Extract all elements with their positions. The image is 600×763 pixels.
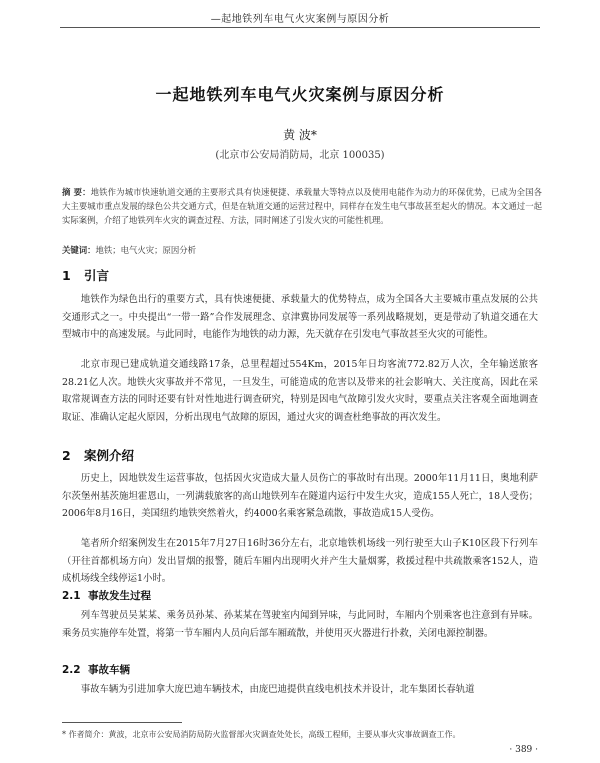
running-head: —起地铁列车电气火灾案例与原因分析 <box>210 14 390 25</box>
subsection-heading <box>62 588 151 603</box>
keywords-label: 关键词： <box>62 245 96 255</box>
paragraph: 历史上，因地铁发生运营事故，包括因火灾造成大量人员伤亡的事故时有出现。2000年11月11日，奥地利萨尔茨堡州基茨施坦霍恩山，一列满载旅客的高山地铁列车在隧道内运行中发生火灾，造成155人死亡，18人受伤；2006年8月16日，美国纽约地铁突然着火，约4000名乘客紧急疏散，事故造成15人受伤。 <box>62 473 538 519</box>
header-rule <box>60 27 540 28</box>
section-title: 案例介绍 <box>84 448 135 463</box>
section-number: 2 <box>62 448 71 463</box>
paragraph: 事故车辆为引进加拿大庞巴迪车辆技术，由庞巴迪提供直线电机技术并设计，北车集团长春轨道 <box>80 684 475 695</box>
subsection-title: 事故发生过程 <box>88 590 151 602</box>
paper-title: 一起地铁列车电气火灾案例与原因分析 <box>155 85 445 104</box>
subsection-number: 2.2 <box>62 664 81 676</box>
section-title: 引言 <box>84 268 110 283</box>
subsection-number: 2.1 <box>62 590 81 602</box>
section-heading-case <box>62 446 134 464</box>
keywords-text: 地铁；电气火灾；原因分析 <box>95 245 196 255</box>
footnote: * 作者简介：黄波，北京市公安局消防局防火监督部火灾调查处处长，高级工程师，主要从事火灾事故调查工作。 <box>62 730 461 739</box>
keywords <box>62 244 542 256</box>
footnote-rule <box>62 722 182 723</box>
paragraph: 地铁作为绿色出行的重要方式，具有快速便捷、承载量大的优势特点，成为全国各大主要城市重点发展的公共交通形式之一。中央提出“一带一路”合作发展理念、京津冀协同发展等一系列战略规划，更是带动了轨道交通在大型城市中的高速发展。与此同时，电能作为地铁的动力源，先天就存在引发电气事故甚至火灾的可能性。 <box>62 294 538 340</box>
page-number: · 389 · <box>509 745 538 755</box>
affiliation: (北京市公安局消防局，北京 100035) <box>215 150 385 161</box>
paragraph: 北京市现已建成轨道交通线路17条，总里程超过554Km，2015年日均客流772.82万人次，全年输送旅客28.21亿人次。地铁火灾事故并不常见，一旦发生，可能造成的危害以及带来的社会影响大、关注度高，因此在采取常规调查方法的同时还要有针对性地进行调查研究，特别是因电气故障引发火灾时，要重点关注客观全面地调查取证、准确认定起火原因，分析出现电气故障的原因，通过火灾的调查杜绝事故的再次发生。 <box>62 359 538 423</box>
author: 黄 波* <box>283 128 317 142</box>
section-number: 1 <box>62 268 71 283</box>
abstract-text: 地铁作为城市快速轨道交通的主要形式具有快速便捷、承载量大等特点以及使用电能作为动力的环保优势，已成为全国各大主要城市重点发展的绿色公共交通方式，但是在轨道交通的运营过程中，同样存在发生电气事故甚至起火的情况。本文通过一起实际案例，介绍了地铁列车火灾的调查过程、方法，同时阐述了引发火灾的可能性机理。 <box>62 187 542 225</box>
abstract-label: 摘 要： <box>62 187 91 197</box>
subsection-title: 事故车辆 <box>88 664 130 676</box>
abstract <box>62 185 542 227</box>
subsection-heading <box>62 662 130 677</box>
section-heading-intro <box>62 266 109 284</box>
paragraph: 笔者所介绍案例发生在2015年7月27日16时36分左右，北京地铁机场线一列行驶至大山子K10区段下行列车（开往首都机场方向）发出冒烟的报警，随后车厢内出现明火并产生大量烟雾，救援过程中共疏散乘客152人，造成机场线全线停运1小时。 <box>62 538 538 584</box>
paragraph: 列车驾驶员吴某某、乘务员孙某、孙某某在驾驶室内闻到异味，与此同时，车厢内个别乘客也注意到有异味。乘务员实施停车处置，将第一节车厢内人员向后部车厢疏散，并使用灭火器进行扑救，关闭电源控制器。 <box>62 610 538 639</box>
